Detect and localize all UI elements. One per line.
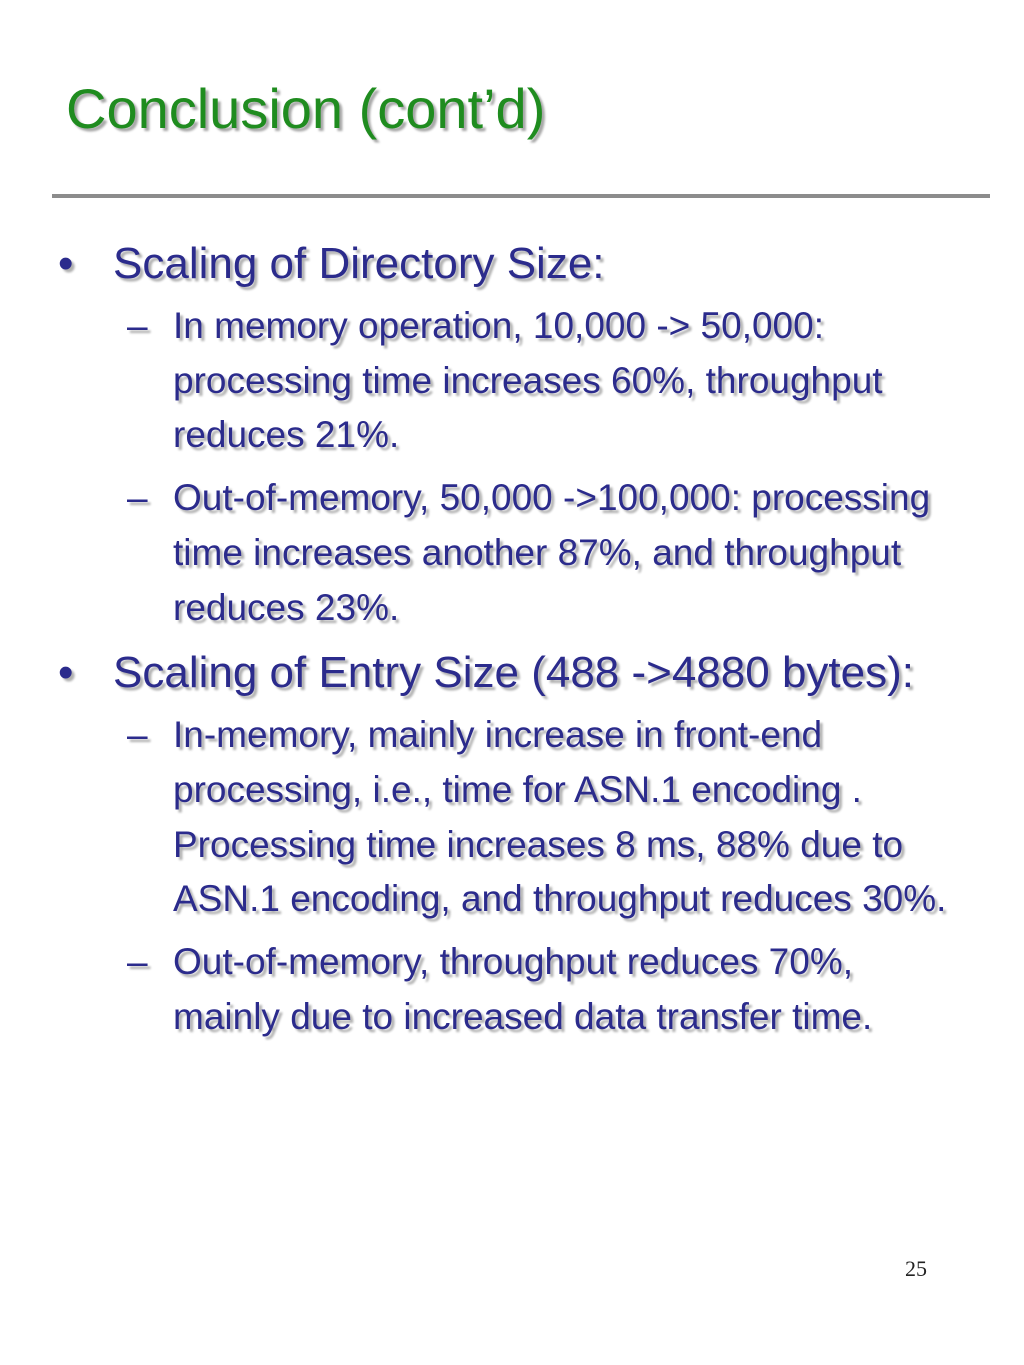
slide-title: Conclusion (cont’d): [66, 77, 546, 140]
bullet-marker: •: [58, 239, 74, 288]
sub-bullet-text: In memory operation, 10,000 -> 50,000: processing time increases 60%, throughput reduces 21%.: [173, 304, 883, 456]
sub-bullet-out-of-memory: [113, 471, 958, 635]
sub-bullet-marker: –: [127, 714, 148, 756]
bullet-entry-size: [58, 647, 958, 1044]
sub-bullet-in-memory: [113, 708, 958, 927]
sub-bullet-marker: –: [127, 477, 148, 519]
bullet-marker: •: [58, 648, 74, 698]
sub-bullet-marker: –: [127, 304, 148, 346]
sub-list: [113, 299, 958, 636]
bullet-text: Scaling of Entry Size (488 ->4880 bytes):: [113, 648, 914, 698]
sub-bullet-in-memory: [113, 299, 958, 463]
sub-list: [113, 708, 958, 1045]
sub-bullet-marker: –: [127, 941, 148, 983]
sub-bullet-text: Out-of-memory, throughput reduces 70%, mainly due to increased data transfer time.: [173, 941, 873, 1037]
title-divider: [52, 194, 990, 198]
slide-content: [58, 238, 958, 1057]
bullet-directory-size: [58, 238, 958, 635]
page-number: 25: [905, 1256, 927, 1281]
sub-bullet-out-of-memory: [113, 935, 958, 1045]
bullet-text: Scaling of Directory Size:: [113, 239, 605, 288]
sub-bullet-text: In-memory, mainly increase in front-end processing, i.e., time for ASN.1 encoding . Processing time increases 8 ms, 88% due to ASN.1 encoding, and throughput reduces 30%.: [173, 714, 947, 920]
sub-bullet-text: Out-of-memory, 50,000 ->100,000: processing time increases another 87%, and throughput reduces 23%.: [173, 477, 931, 628]
